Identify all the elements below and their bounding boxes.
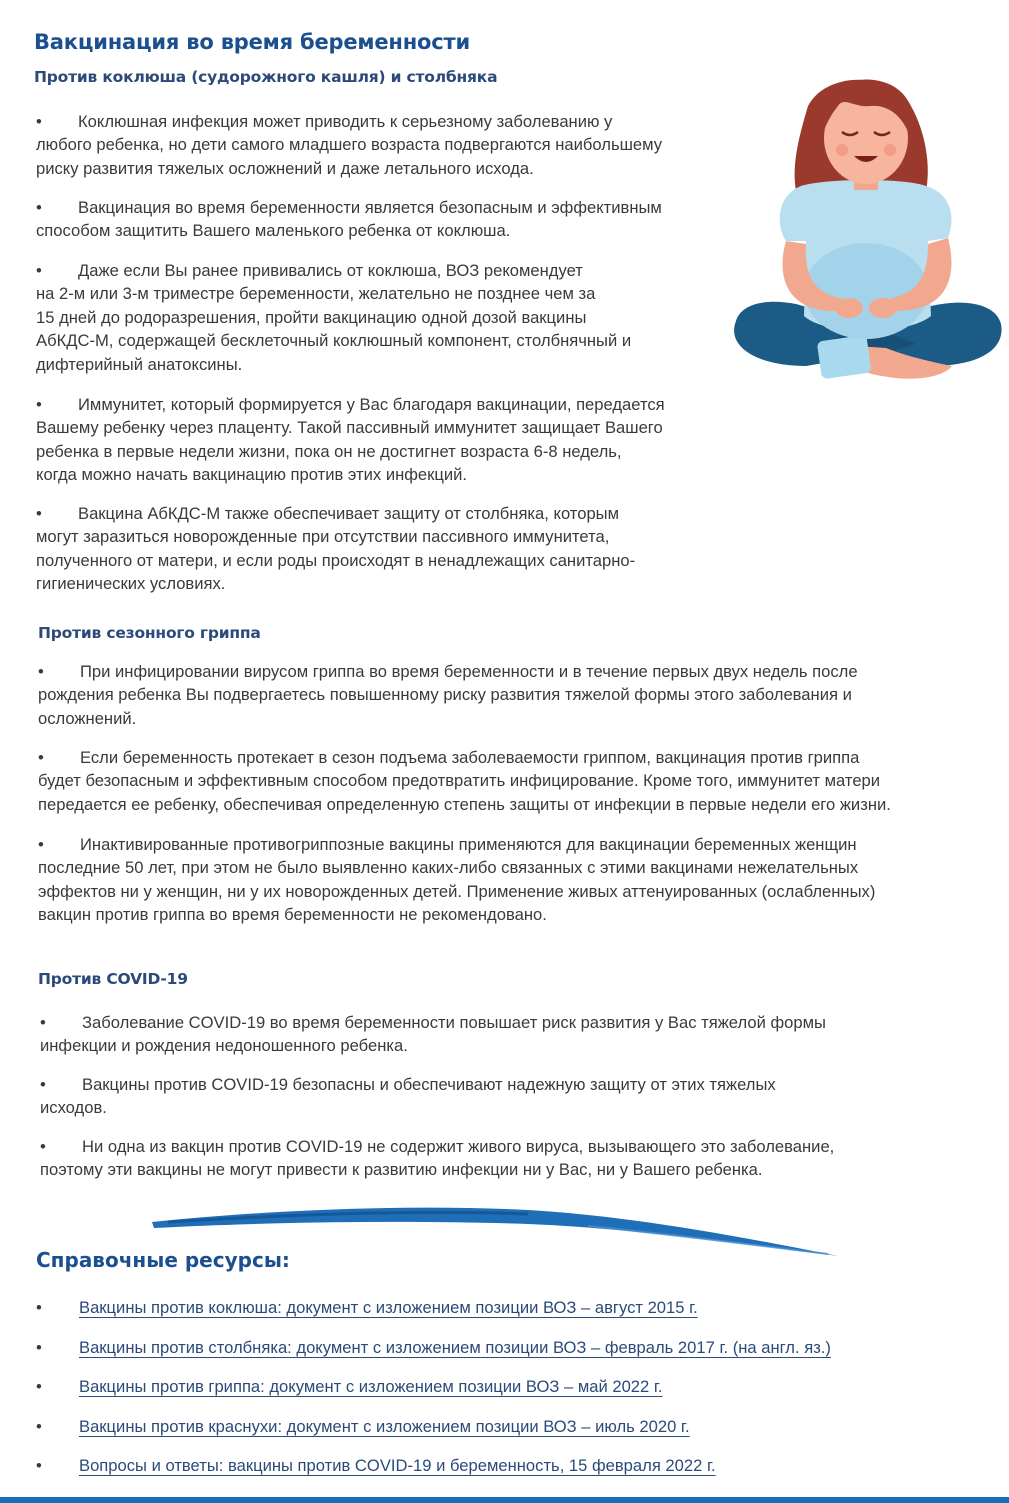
page-title: Вакцинация во время беременности xyxy=(34,30,470,54)
resource-item: • Вопросы и ответы: вакцины против COVID-19 и беременность, 15 февраля 2022 г. xyxy=(36,1456,716,1475)
resource-item: • Вакцины против краснухи: документ с изложением позиции ВОЗ – июль 2020 г. xyxy=(36,1417,690,1436)
resource-item: • Вакцины против гриппа: документ с изложением позиции ВОЗ – май 2022 г. xyxy=(36,1377,663,1396)
list-item: • Коклюшная инфекция может приводить к серьезному заболеванию у любого ребенка, но дети самого младшего возраста подвергаются наибольшему риску развития тяжелых осложнений и даже летального исхода. xyxy=(36,112,663,178)
list-item: • Вакцинация во время беременности является безопасным и эффективным способом защитить Вашего маленького ребенка от коклюша. xyxy=(36,198,662,241)
resource-item: • Вакцины против коклюша: документ с изложением позиции ВОЗ – август 2015 г. xyxy=(36,1298,698,1317)
resource-link-rubella[interactable]: Вакцины против краснухи: документ с изложением позиции ВОЗ – июль 2020 г. xyxy=(79,1417,690,1436)
pregnant-woman-illustration xyxy=(716,66,1008,386)
list-item: • Вакцина АбКДС-М также обеспечивает защиту от столбняка, которым могут заразиться новорожденные при отсутствии пассивного иммунитета, полученного от матери, и если роды происходят в ненадлежащих санитарно- гигиенических условиях. xyxy=(36,504,636,594)
list-item: • Вакцины против COVID-19 безопасны и обеспечивают надежную защиту от этих тяжелых исходов. xyxy=(40,1075,776,1118)
list-item: • Инактивированные противогриппозные вакцины применяются для вакцинации беременных женщин последние 50 лет, при этом не было выявленно каких-либо связанных с этими вакцинами нежелательных эффектов ни у женщин, ни у их новорожденных детей. Применение живых аттенуированных (ослабленных) вакцин против гриппа во время беременности не рекомендовано. xyxy=(38,835,876,925)
list-item: • Ни одна из вакцин против COVID-19 не содержит живого вируса, вызывающего это заболевание, поэтому эти вакцины не могут привести к развитию инфекции ни у Вас, ни у Вашего ребенка. xyxy=(40,1137,835,1180)
list-item: • Иммунитет, который формируется у Вас благодаря вакцинации, передается Вашему ребенку через плаценту. Такой пассивный иммунитет защищает Вашего ребенка в первые недели жизни, пока он не достигнет возраста 6-8 недель, когда можно начать вакцинацию против этих инфекций. xyxy=(36,395,665,485)
resource-link-pertussis[interactable]: Вакцины против коклюша: документ с изложением позиции ВОЗ – август 2015 г. xyxy=(79,1298,698,1317)
resource-link-covid-qa[interactable]: Вопросы и ответы: вакцины против COVID-19 и беременность, 15 февраля 2022 г. xyxy=(79,1456,716,1475)
list-item: • Заболевание COVID-19 во время беременности повышает риск развития у Вас тяжелой формы инфекции и рождения недоношенного ребенка. xyxy=(40,1013,826,1056)
resource-link-tetanus[interactable]: Вакцины против столбняка: документ с изложением позиции ВОЗ – февраль 2017 г. (на англ. яз.) xyxy=(79,1338,831,1357)
bottom-border xyxy=(0,1497,1009,1503)
resources-heading: Справочные ресурсы: xyxy=(36,1248,290,1272)
list-item: • Если беременность протекает в сезон подъема заболеваемости гриппом, вакцинация против гриппа будет безопасным и эффективным способом предотвратить инфицирование. Кроме того, иммунитет матери передается ее ребенку, обеспечивая определенную степень защиты от инфекции в первые недели его жизни. xyxy=(38,748,891,814)
resource-link-influenza[interactable]: Вакцины против гриппа: документ с изложением позиции ВОЗ – май 2022 г. xyxy=(79,1377,663,1396)
section-heading-covid: Против COVID-19 xyxy=(38,970,188,988)
list-item: • Даже если Вы ранее прививались от коклюша, ВОЗ рекомендует на 2-м или 3-м триместре беременности, желательно не позднее чем за 15 дней до родоразрешения, пройти вакцинацию одной дозой вакцины АбКДС-М, содержащей бесклеточный коклюшный компонент, столбнячный и дифтерийный анатоксины. xyxy=(36,261,632,374)
section-heading-influenza: Против сезонного гриппа xyxy=(38,624,261,642)
list-item: • При инфицировании вирусом гриппа во время беременности и в течение первых двух недель после рождения ребенка Вы подвергаетесь повышенному риску развития тяжелой формы этого заболевания и осложнений. xyxy=(38,662,858,728)
section-heading-pertussis: Против коклюша (судорожного кашля) и столбняка xyxy=(34,68,498,86)
resource-item: • Вакцины против столбняка: документ с изложением позиции ВОЗ – февраль 2017 г. (на англ. яз.) xyxy=(36,1338,831,1357)
